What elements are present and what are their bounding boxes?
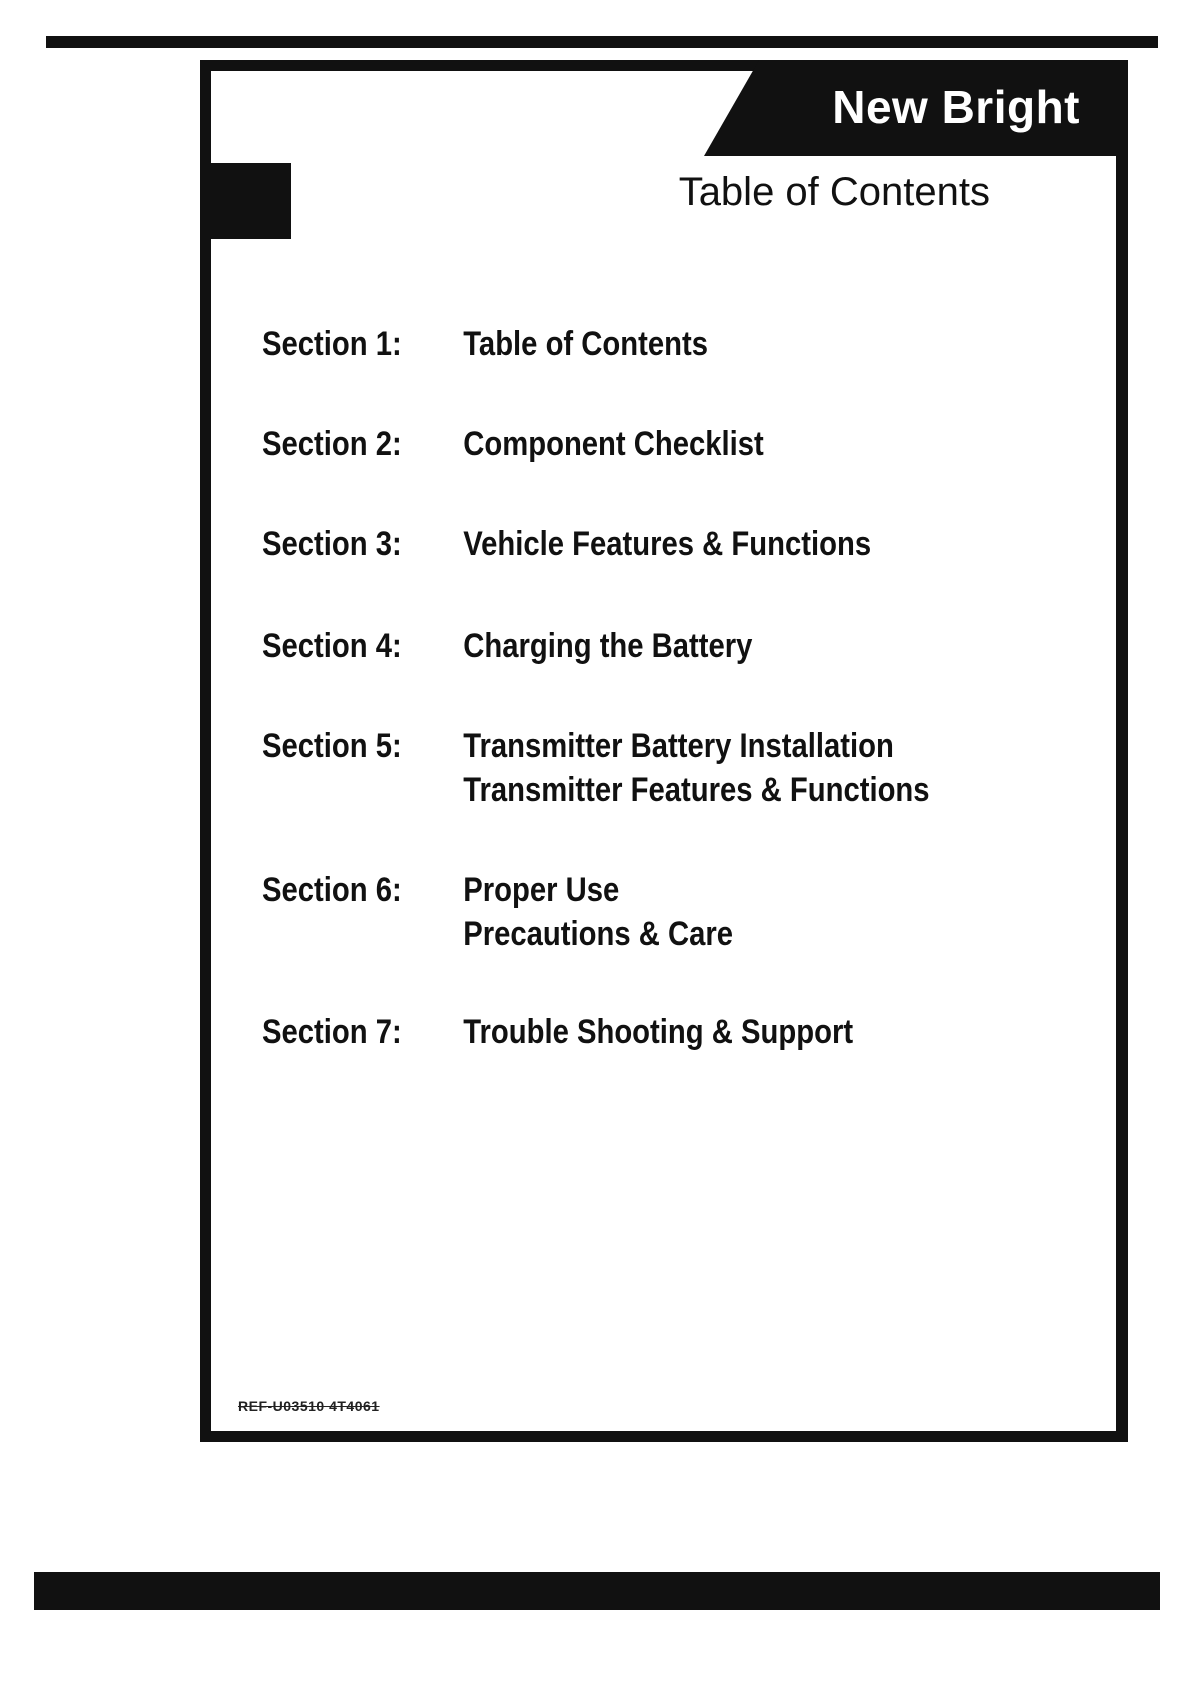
section-entry: Trouble Shooting & Support — [463, 1013, 854, 1051]
page-title: Table of Contents — [678, 170, 990, 214]
bottom-rule — [34, 1572, 1160, 1610]
section-entries — [463, 624, 752, 668]
section-entry: Proper Use — [463, 871, 620, 909]
section-entries — [463, 522, 871, 566]
section-label: Section 7: — [262, 1013, 402, 1051]
top-rule — [46, 36, 1158, 48]
section-label: Section 3: — [262, 525, 402, 563]
section-entries — [463, 868, 733, 956]
corner-block — [211, 163, 291, 239]
section-entry: Component Checklist — [463, 425, 764, 463]
section-entry: Precautions & Care — [463, 915, 733, 953]
section-label: Section 5: — [262, 727, 402, 765]
section-entries — [463, 422, 764, 466]
section-entries — [463, 724, 929, 812]
section-entry: Transmitter Battery Installation — [463, 727, 894, 765]
section-label: Section 4: — [262, 627, 402, 665]
section-entry: Charging the Battery — [463, 627, 753, 665]
section-label: Section 6: — [262, 871, 402, 909]
section-label: Section 2: — [262, 425, 402, 463]
brand-logo: New Bright — [832, 81, 1080, 133]
section-entry: Table of Contents — [463, 325, 708, 363]
section-label: Section 1: — [262, 325, 402, 363]
reference-code: REF-U03510 4T4061 — [238, 1398, 380, 1414]
section-entry: Transmitter Features & Functions — [463, 771, 930, 809]
section-entries — [463, 322, 708, 366]
section-entry: Vehicle Features & Functions — [463, 525, 872, 563]
section-entries — [463, 1010, 853, 1054]
